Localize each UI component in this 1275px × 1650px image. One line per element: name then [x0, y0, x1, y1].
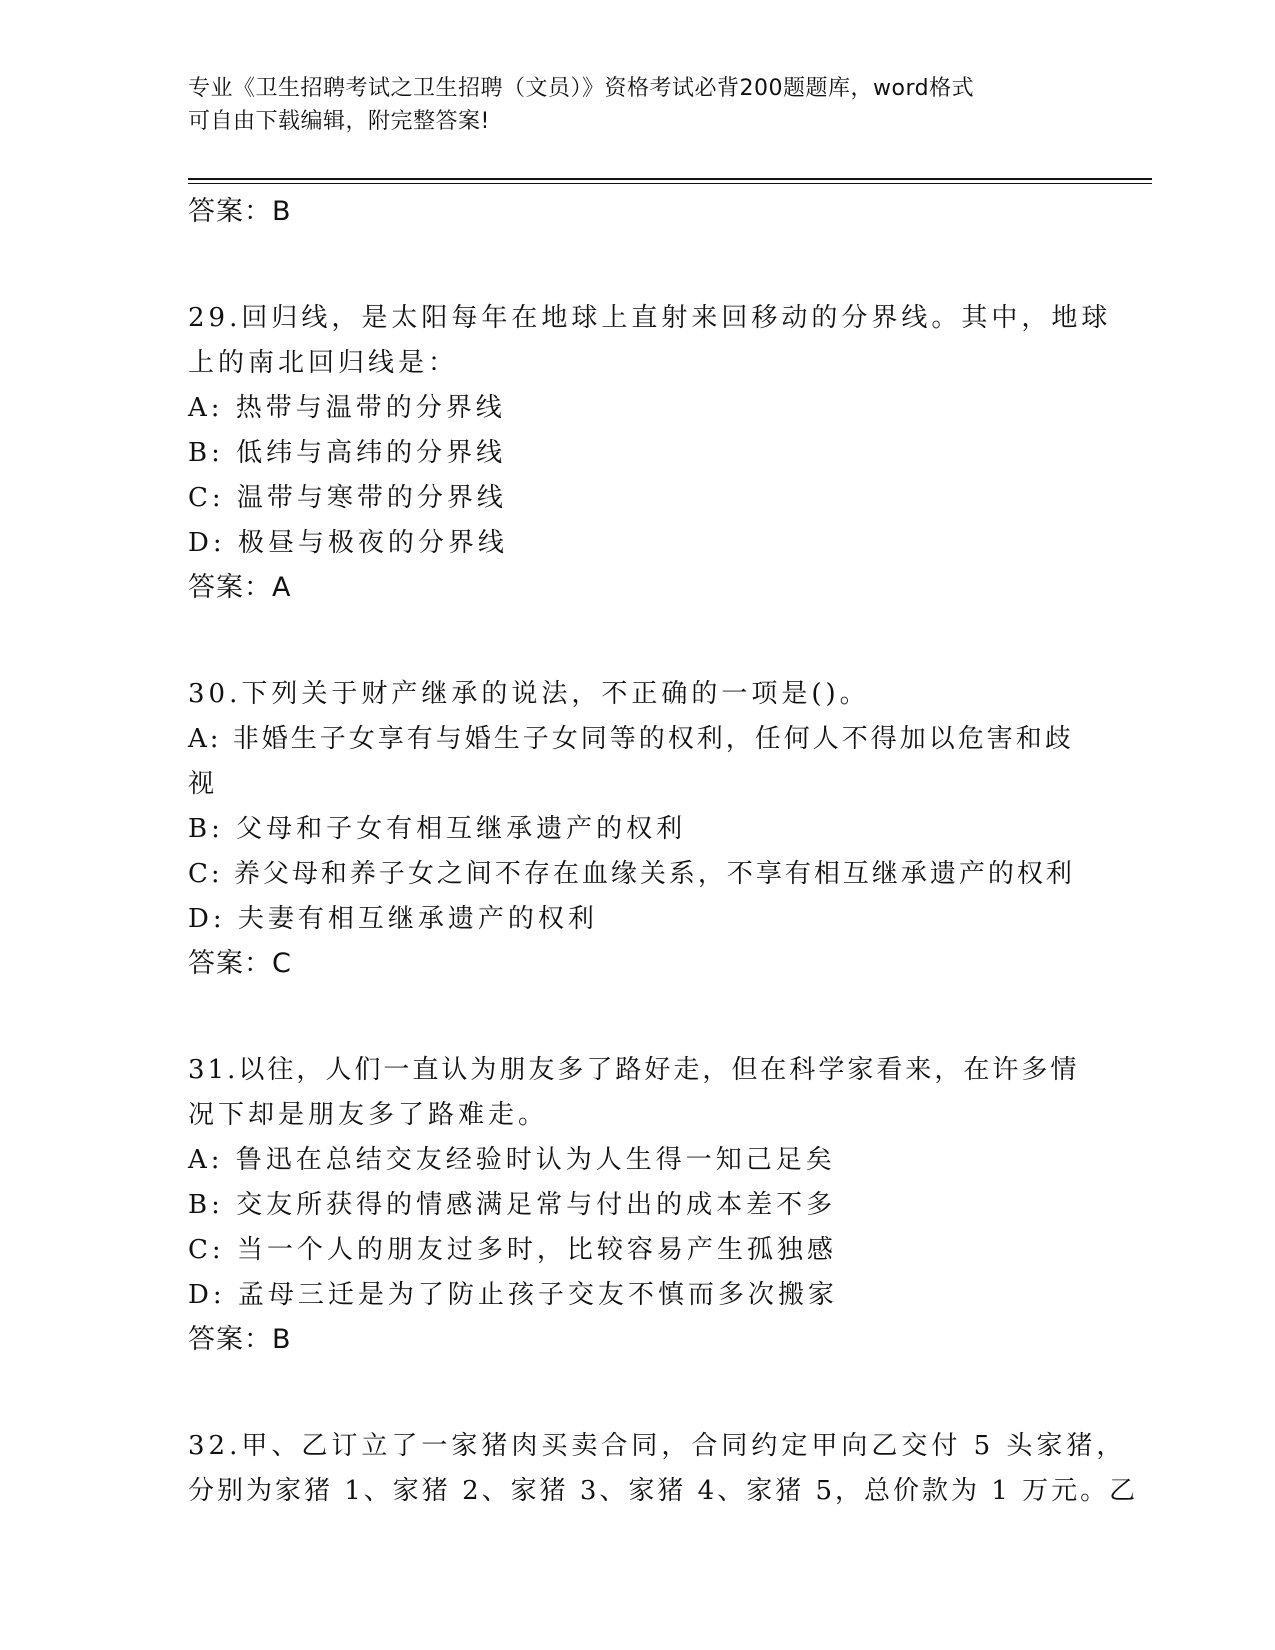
- option-a: A: 鲁迅在总结交友经验时认为人生得一知己足矣: [188, 1145, 836, 1175]
- option-a: A: 非婚生子女享有与婚生子女同等的权利，任何人不得加以危害和歧: [188, 724, 1074, 754]
- question-stem-line: 31.以往，人们一直认为朋友多了路好走，但在科学家看来，在许多情: [188, 1055, 1080, 1085]
- question-stem-line: 30.下列关于财产继承的说法，不正确的一项是()。: [188, 679, 870, 709]
- question-30: [188, 672, 1088, 986]
- header-divider-thick: [188, 178, 1152, 180]
- option-b: B: 低纬与高纬的分界线: [188, 438, 507, 468]
- answer-label: 答案：B: [188, 196, 292, 227]
- question-stem-line: 分别为家猪 1、家猪 2、家猪 3、家猪 4、家猪 5，总价款为 1 万元。乙: [188, 1476, 1139, 1506]
- question-29: [188, 296, 1112, 610]
- header-line-2: 可自由下载编辑，附完整答案!: [188, 109, 490, 134]
- option-b: B: 父母和子女有相互继承遗产的权利: [188, 814, 687, 844]
- option-a: A: 热带与温带的分界线: [188, 393, 506, 423]
- question-stem-line: 况下却是朋友多了路难走。: [188, 1100, 549, 1130]
- option-c: C: 当一个人的朋友过多时，比较容易产生孤独感: [188, 1235, 837, 1265]
- header-line-1: 专业《卫生招聘考试之卫生招聘（文员）》资格考试必背200题题库，word格式: [188, 76, 975, 101]
- option-c: C: 养父母和养子女之间不存在血缘关系，不享有相互继承遗产的权利: [188, 859, 1075, 889]
- option-d: D: 孟母三迁是为了防止孩子交友不慎而多次搬家: [188, 1280, 838, 1310]
- answer-label: 答案：B: [188, 1324, 292, 1355]
- question-stem-line: 29.回归线，是太阳每年在地球上直射来回移动的分界线。其中，地球: [188, 303, 1112, 333]
- option-c: C: 温带与寒带的分界线: [188, 483, 507, 513]
- option-a-continued: 视: [188, 769, 219, 799]
- document-header: [188, 72, 1088, 138]
- answer-label: 答案：A: [188, 572, 292, 603]
- answer-label: 答案：C: [188, 948, 292, 979]
- question-31: [188, 1048, 1088, 1362]
- option-d: D: 夫妻有相互继承遗产的权利: [188, 904, 598, 934]
- question-stem-line: 上的南北回归线是：: [188, 348, 459, 378]
- question-stem-line: 32.甲、乙订立了一家猪肉买卖合同，合同约定甲向乙交付 5 头家猪，: [188, 1431, 1127, 1461]
- option-b: B: 交友所获得的情感满足常与付出的成本差不多: [188, 1190, 837, 1220]
- question-32: [188, 1424, 1139, 1514]
- option-d: D: 极昼与极夜的分界线: [188, 528, 508, 558]
- question-content: [188, 190, 1139, 1514]
- header-divider-thin: [188, 183, 1152, 184]
